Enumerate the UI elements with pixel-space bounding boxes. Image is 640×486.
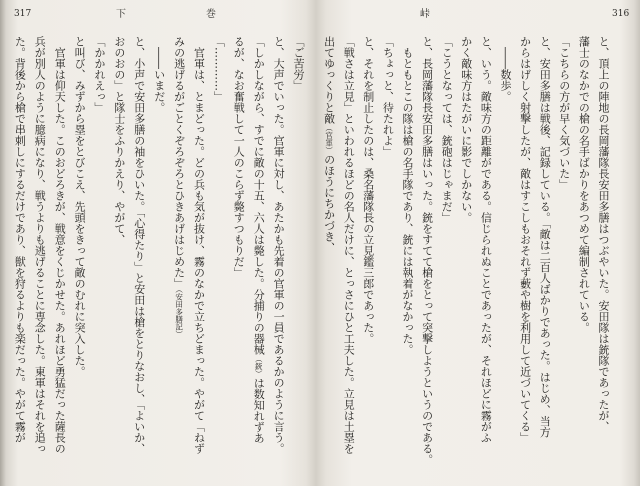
annotation-note: （官軍） [324, 124, 334, 154]
text-column [231, 36, 245, 480]
annotation-note: （安田多膳記） [174, 289, 184, 338]
text-segment: と、頂上の陣地の長岡藩隊長安田多膳はつぶやいた。安田隊は銃隊であったが、 [597, 36, 610, 432]
left-page [0, 0, 318, 486]
text-segment: は数知れずあ [252, 377, 266, 444]
right-running-head-title: 峠 [420, 9, 430, 20]
text-column [52, 36, 66, 480]
text-segment: 「ちょっと、待たれよ」 [381, 36, 395, 157]
text-segment: るが、なお奮戦して一人のこらず斃すつもりだ」 [232, 36, 246, 278]
text-column [420, 36, 434, 480]
text-segment: 「…………」 [212, 36, 226, 102]
text-segment: と、小声で安田多膳の袖をひいた。「心得たり」と安田は槍をとりなおし、「よいか、 [132, 36, 146, 454]
text-segment: 藩士のなかでの槍の名手ばかりをあつめて編制されている。 [577, 36, 591, 333]
text-column [112, 36, 126, 480]
text-column [537, 36, 551, 480]
text-column [211, 36, 225, 480]
text-segment: かく敵味方はたがいに影でしかない。 [459, 36, 473, 223]
text-column [72, 36, 86, 480]
text-segment: と、長岡藩隊長安田多膳はいった。銃をすてて槍をとって突撃しようというのである。 [420, 36, 434, 465]
text-segment: ――いまだ。 [152, 47, 166, 113]
text-column [518, 36, 532, 480]
text-column [557, 36, 571, 480]
text-segment: 「こうとなっては、銃砲はじゃまだ」 [440, 36, 454, 223]
text-segment: のほうにちかづき、 [322, 154, 336, 253]
text-segment: からはげしく射撃したが、敵はすこしもおそれず藪や樹を利用して近づいてくる」 [518, 36, 532, 443]
left-running-head-suffix: 巻 [206, 9, 216, 20]
text-segment: 官軍は仰天した。このおどろきが、戦意をくじかせた。あれほど勇猛だった薩長の [53, 47, 67, 454]
text-column [132, 36, 146, 480]
text-segment: 官軍は、とまどった。どの兵も気が抜け、霧のなかで立ちどまった。やがて「ねず [192, 47, 206, 454]
right-page [318, 0, 640, 486]
text-column [291, 36, 305, 480]
text-column [92, 36, 106, 480]
text-column [478, 36, 492, 480]
text-column [459, 36, 473, 480]
text-segment: 兵が別人のように臆病になり、戦うよりも逃げることに専念した。東軍はそれを追っ [33, 36, 47, 454]
text-segment: と、安田多膳は戦後、記録している。「敵は二百人ばかりであった。はじめ、当方 [538, 36, 552, 438]
text-segment: おのおの」と隊士をふりかえり、やがて、 [112, 36, 126, 245]
text-column [498, 36, 512, 480]
text-segment: と、いう。敵味方の距離がである。信じられぬことであったが、それほどに霧がふ [479, 36, 493, 443]
text-column [32, 36, 46, 480]
text-column [341, 36, 355, 480]
text-column [576, 36, 590, 480]
text-segment: と、大声でいった。官軍に対し、あたかも先着の官軍の一員であるかのように言う。 [272, 36, 286, 454]
text-segment: 「戦さは立見」といわれるほどの名人だけに、とっさにひと工夫した。立見は土塁を [342, 36, 356, 454]
text-column [361, 36, 375, 480]
text-segment: ――数歩。 [499, 47, 512, 102]
text-segment: と叫び、みずから塁をとびこえ、先頭をきって敵のむれに突入した。 [73, 36, 87, 377]
text-segment: 「しかしながら、すでに敵の十五、六人は斃した。分捕りの器械 [252, 36, 266, 355]
text-segment: 「ご苦労」 [292, 36, 305, 91]
text-segment: みの逃げるがごとくぞろぞろとひきあげはじめた」 [172, 36, 186, 289]
text-column [596, 36, 610, 480]
text-column [400, 36, 414, 480]
text-segment: もともとこの隊は槍の名手隊であり、銃には執着がなかった。 [401, 47, 414, 355]
text-column [172, 36, 186, 480]
right-page-number: 316 [612, 9, 630, 19]
text-column [251, 36, 265, 480]
text-column [322, 36, 336, 480]
text-segment: 出てゆっくりと敵 [322, 36, 336, 124]
left-running-head-volume: 下 [116, 9, 126, 20]
text-segment: と、それを制止したのは、桑名藩隊長の立見鑑三郎であった。 [361, 36, 375, 344]
text-column [192, 36, 206, 480]
text-column [439, 36, 453, 480]
text-segment: 「こちらの方が早く気づいた」 [557, 36, 571, 190]
annotation-note: （銃） [254, 355, 264, 378]
text-column [271, 36, 285, 480]
text-segment: 「かかれえっ」 [93, 36, 106, 113]
text-column [380, 36, 394, 480]
left-page-number: 317 [14, 9, 32, 19]
text-column [152, 36, 166, 480]
text-segment: た。背後から槍で串刺しにするだけであり、獣を狩るよりも楽だった。やがて霧が [13, 36, 27, 443]
text-column [12, 36, 26, 480]
